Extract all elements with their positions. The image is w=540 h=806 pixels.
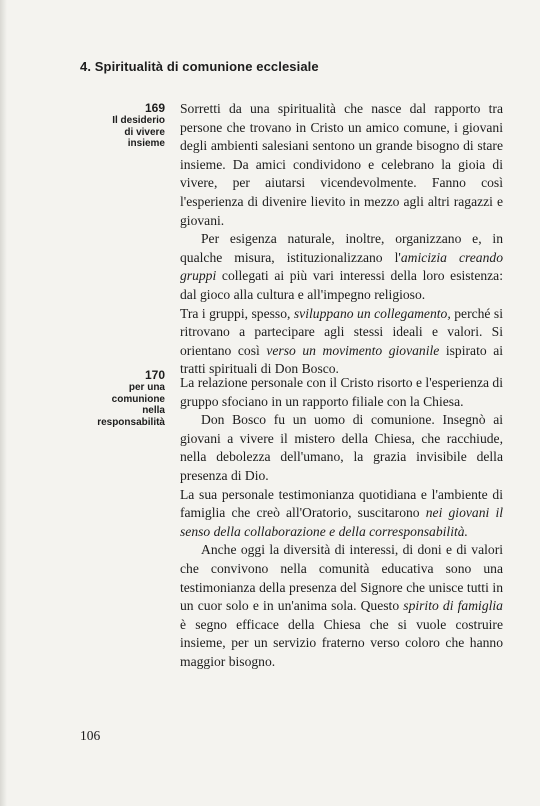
margin-label: per una comunione nella responsabilità [97, 382, 165, 428]
paragraph-169-body [180, 100, 503, 379]
body-paragraph: Don Bosco fu un uomo di comunione. Insegnò ai giovani a vivere il mistero della Chiesa, che racchiude, nella debolezza dell'umano, la grazia invisibile della presenza di Dio. [180, 412, 503, 483]
emphasis-text: verso un movimento giovanile [266, 342, 440, 358]
emphasis-text: nei giovani il senso della collaborazione e della corresponsabilità. [180, 505, 504, 539]
body-paragraph [180, 486, 503, 542]
page-edge-shadow [0, 0, 7, 806]
margin-note-169 [75, 101, 165, 150]
margin-label: Il desiderio di vivere insieme [112, 115, 165, 149]
text-run: Anche oggi la diversità di interessi, di doni e di valori che convivono nella comunità educativa sono una testimonianza della presenza del Signore che unisce tutti in un cuor solo e in un'anima sola. Questo [180, 542, 503, 614]
body-paragraph [180, 305, 503, 379]
body-paragraph: Sorretti da una spiritualità che nasce dal rapporto tra persone che trovano in Cristo un amico comune, i giovani degli ambienti salesiani sentono un grande bisogno di stare insieme. Da amici condividono e celebrano la gioia di vivere, per aiutarsi vicendevolmente. Fanno così l'esperienza di divenire lievito in mezzo agli altri ragazzi e giovani. [180, 101, 503, 228]
text-run: collegati ai più vari interessi della loro esistenza: dal gioco alla cultura e all'impegno religioso. [180, 268, 503, 302]
text-run: La sua personale testimonianza quotidiana e l'ambiente di famiglia che creò all'Oratorio, suscitarono [180, 486, 503, 521]
body-paragraph: La relazione personale con il Cristo risorto e l'esperienza di gruppo sfociano in un rapporto filiale con la Chiesa. [180, 375, 503, 409]
margin-note-170 [75, 368, 165, 428]
body-paragraph [180, 541, 503, 671]
text-run: ispirato ai tratti spirituali di Don Bosco. [180, 342, 504, 377]
text-run: Per esigenza naturale, inoltre, organizzano e, in qualche misura, istituzionalizzano l' [180, 231, 503, 265]
body-paragraph [180, 230, 503, 304]
text-run: perché si ritrovano a partecipare agli stessi ideali e valori. Si orientano così [180, 305, 504, 358]
emphasis-text: amicizia creando gruppi [180, 249, 503, 284]
emphasis-text: spirito di famiglia [403, 598, 503, 614]
section-title: 4. Spiritualità di comunione ecclesiale [80, 59, 319, 74]
text-run: Tra i gruppi, spesso, [180, 305, 294, 321]
emphasis-text: sviluppano un collegamento, [293, 305, 451, 321]
page-number: 106 [80, 728, 101, 743]
paragraph-number: 169 [144, 101, 165, 115]
paragraph-number: 170 [144, 368, 165, 382]
paragraph-170-body [180, 374, 503, 672]
text-run: è segno efficace della Chiesa che si vuole costruire insieme, per un servizio fraterno verso coloro che hanno maggior bisogno. [180, 616, 503, 669]
